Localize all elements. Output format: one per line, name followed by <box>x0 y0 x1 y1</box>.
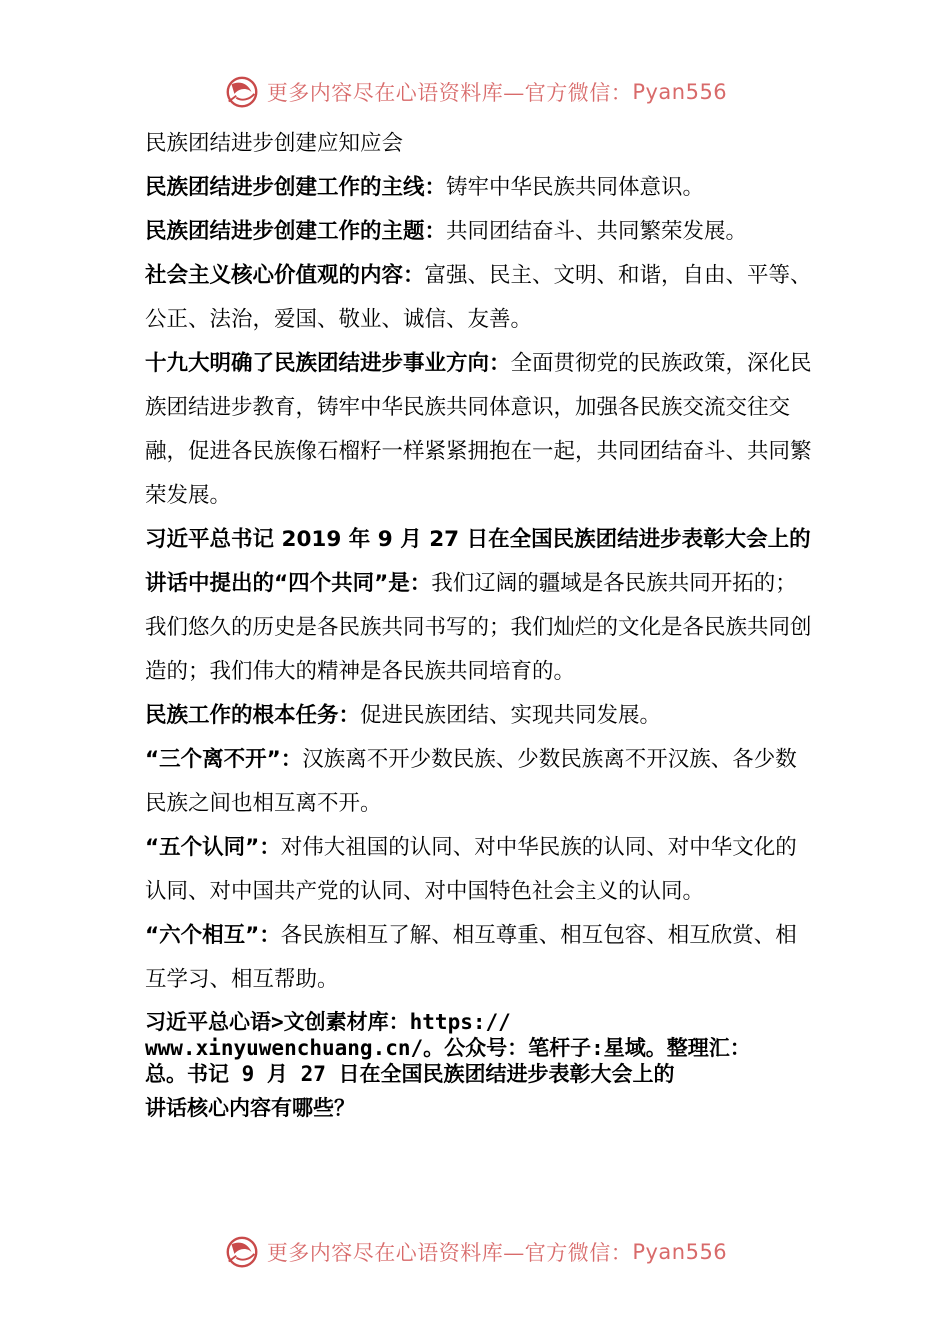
footer-banner <box>0 1232 950 1272</box>
paragraph-body: 汉族离不开少数民族、少数民族离不开汉族、各少数民族之间也相互离不开。 <box>145 747 797 816</box>
paragraph-theme <box>145 210 817 254</box>
header-banner <box>0 72 950 112</box>
paragraph-four-commons <box>145 518 817 694</box>
paragraph-three-inseparables <box>145 738 817 826</box>
paragraph-fundamental-task <box>145 694 817 738</box>
paragraph-body: 铸牢中华民族共同体意识。 <box>446 175 705 200</box>
paragraph-body: 共同团结奋斗、共同繁荣发展。 <box>446 219 748 244</box>
footer-line-4: 讲话核心内容有哪些？ <box>145 1096 355 1120</box>
banner-wechat-id: Pyan556 <box>632 80 728 104</box>
document-body <box>145 124 817 1128</box>
paragraph-19th-congress <box>145 342 817 518</box>
banner-text: 更多内容尽在心语资料库—官方微信： <box>266 1241 633 1265</box>
paragraph-label: “六个相互”： <box>145 923 281 948</box>
paragraph-main-line <box>145 166 817 210</box>
paragraph-body: 我们辽阔的疆域是各民族共同开拓的；我们悠久的历史是各民族共同书写的；我们灿烂的文化是各民族共同创造的；我们伟大的精神是各民族共同培育的。 <box>145 571 812 684</box>
paragraph-five-identifications <box>145 826 817 914</box>
paragraph-body: 富强、民主、文明、和谐，自由、平等、公正、法治，爱国、敬业、诚信、友善。 <box>145 263 812 332</box>
banner-text: 更多内容尽在心语资料库—官方微信： <box>266 81 633 105</box>
paragraph-label: 十九大明确了民族团结进步事业方向： <box>145 351 511 376</box>
doc-title: 民族团结进步创建应知应会 <box>145 131 404 156</box>
paragraph-label: 社会主义核心价值观的内容： <box>145 263 425 288</box>
footer-line-3: 总。书记 9 月 27 日在全国民族团结进步表彰大会上的 <box>145 1062 675 1086</box>
paragraph-body: 促进民族团结、实现共同发展。 <box>360 703 662 728</box>
paragraph-label: 习近平总书记 2019 年 9 月 27 日在全国民族团结进步表彰大会上的讲话中提出的“四个共同”是： <box>145 527 811 596</box>
footer-line-1: 习近平总心语>文创素材库：https:// <box>145 1010 511 1034</box>
paragraph-label: 民族工作的根本任务： <box>145 703 361 728</box>
paragraph-core-values <box>145 254 817 342</box>
paragraph-six-mutuals <box>145 914 817 1002</box>
paragraph-label: 民族团结进步创建工作的主线： <box>145 175 447 200</box>
banner-wechat-id: Pyan556 <box>632 1240 728 1264</box>
paragraph-label: “五个认同”： <box>145 835 281 860</box>
paragraph-body: 对伟大祖国的认同、对中华民族的认同、对中华文化的认同、对中国共产党的认同、对中国特色社会主义的认同。 <box>145 835 797 904</box>
logo-icon <box>223 1233 261 1271</box>
paragraph-body: 各民族相互了解、相互尊重、相互包容、相互欣赏、相互学习、相互帮助。 <box>145 923 797 992</box>
paragraph-label: “三个离不开”： <box>145 747 303 772</box>
paragraph-label: 民族团结进步创建工作的主题： <box>145 219 447 244</box>
footer-line-2: www.xinyuwenchuang.cn/。公众号：笔杆子:星域。整理汇： <box>145 1036 751 1060</box>
paragraph-body: 全面贯彻党的民族政策，深化民族团结进步教育，铸牢中华民族共同体意识，加强各民族交流交往交融，促进各民族像石榴籽一样紧紧拥抱在一起，共同团结奋斗、共同繁荣发展。 <box>145 351 812 508</box>
logo-icon <box>223 73 261 111</box>
